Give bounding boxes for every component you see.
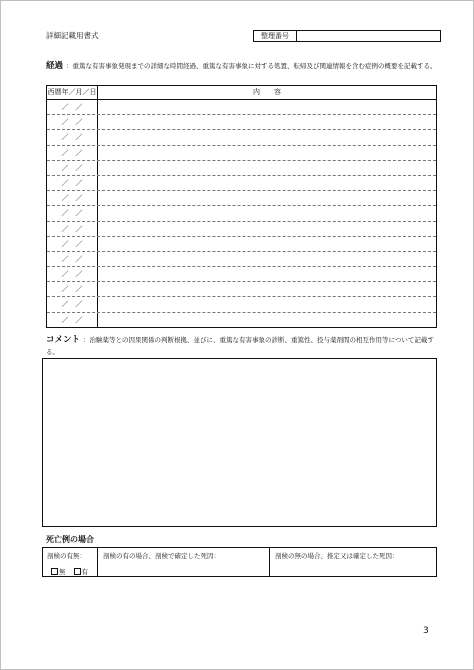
progress-row bbox=[47, 145, 436, 160]
progress-row bbox=[47, 221, 436, 236]
date-cell[interactable]: ／ ／ bbox=[47, 237, 98, 251]
date-cell[interactable]: ／ ／ bbox=[47, 115, 98, 129]
progress-row bbox=[47, 251, 436, 266]
progress-row bbox=[47, 281, 436, 296]
date-cell[interactable]: ／ ／ bbox=[47, 176, 98, 190]
content-cell[interactable] bbox=[98, 297, 436, 311]
content-cell[interactable] bbox=[98, 313, 436, 327]
content-cell[interactable] bbox=[98, 130, 436, 144]
date-cell[interactable]: ／ ／ bbox=[47, 252, 98, 266]
comment-description bbox=[46, 334, 438, 358]
progress-row bbox=[47, 160, 436, 175]
date-column-header: 西暦年／月／日 bbox=[47, 86, 98, 99]
content-cell[interactable] bbox=[98, 206, 436, 220]
death-case-table bbox=[42, 547, 437, 577]
form-label: 詳細記載用書式 bbox=[46, 31, 99, 40]
progress-row bbox=[47, 100, 436, 114]
content-column-header: 内 容 bbox=[253, 88, 281, 96]
date-cell[interactable]: ／ ／ bbox=[47, 146, 98, 160]
progress-row bbox=[47, 129, 436, 144]
progress-heading: 経過 bbox=[46, 61, 64, 71]
death-case-heading: 死亡例の場合 bbox=[46, 535, 94, 544]
progress-row bbox=[47, 114, 436, 129]
checkbox-icon[interactable] bbox=[74, 568, 81, 575]
progress-description bbox=[46, 60, 438, 72]
death-cause-no-autopsy-label: 剖検の無の場合、推定又は確定した死因： bbox=[275, 552, 399, 560]
progress-row bbox=[47, 236, 436, 251]
date-cell[interactable]: ／ ／ bbox=[47, 297, 98, 311]
date-cell[interactable]: ／ ／ bbox=[47, 222, 98, 236]
reference-number-field[interactable] bbox=[297, 31, 440, 41]
progress-instruction: ：重篤な有害事象発現までの詳細な時間経過、重篤な有害事象に対する処置、転帰及び関連情報を含む症例の概要を記載する。 bbox=[66, 62, 437, 70]
progress-row bbox=[47, 266, 436, 281]
reference-number-box bbox=[253, 30, 441, 42]
page-number: 3 bbox=[423, 626, 429, 636]
autopsy-cell bbox=[43, 548, 98, 576]
comment-box[interactable] bbox=[42, 358, 437, 527]
progress-table-header bbox=[47, 86, 436, 100]
date-cell[interactable]: ／ ／ bbox=[47, 100, 98, 114]
date-cell[interactable]: ／ ／ bbox=[47, 130, 98, 144]
content-cell[interactable] bbox=[98, 146, 436, 160]
death-cause-autopsy-label: 剖検の有の場合、剖検で確定した死因： bbox=[103, 552, 220, 560]
progress-row bbox=[47, 312, 436, 327]
content-cell[interactable] bbox=[98, 252, 436, 266]
progress-row bbox=[47, 190, 436, 205]
progress-row bbox=[47, 296, 436, 311]
progress-row bbox=[47, 175, 436, 190]
autopsy-no-option[interactable]: 無 bbox=[51, 567, 66, 576]
date-cell[interactable]: ／ ／ bbox=[47, 267, 98, 281]
checkbox-icon[interactable] bbox=[51, 568, 58, 575]
content-cell[interactable] bbox=[98, 100, 436, 114]
progress-row bbox=[47, 205, 436, 220]
comment-instruction: ：治験薬等との因果関係の判断根拠、並びに、重篤な有害事象の診断、重篤性、投与薬剤間の相互作用等について記載する。 bbox=[46, 336, 434, 356]
date-cell[interactable]: ／ ／ bbox=[47, 282, 98, 296]
reference-number-label: 整理番号 bbox=[254, 31, 297, 41]
progress-table bbox=[46, 85, 437, 328]
content-cell[interactable] bbox=[98, 222, 436, 236]
date-cell[interactable]: ／ ／ bbox=[47, 161, 98, 175]
autopsy-label: 剖検の有無： bbox=[47, 552, 86, 560]
date-cell[interactable]: ／ ／ bbox=[47, 191, 98, 205]
content-cell[interactable] bbox=[98, 115, 436, 129]
content-cell[interactable] bbox=[98, 282, 436, 296]
content-cell[interactable] bbox=[98, 267, 436, 281]
date-cell[interactable]: ／ ／ bbox=[47, 206, 98, 220]
autopsy-yes-option[interactable]: 有 bbox=[74, 567, 89, 576]
content-cell[interactable] bbox=[98, 176, 436, 190]
content-cell[interactable] bbox=[98, 237, 436, 251]
comment-heading: コメント bbox=[46, 335, 81, 345]
death-cause-no-autopsy-cell[interactable] bbox=[270, 548, 436, 576]
date-cell[interactable]: ／ ／ bbox=[47, 313, 98, 327]
content-cell[interactable] bbox=[98, 191, 436, 205]
content-cell[interactable] bbox=[98, 161, 436, 175]
death-cause-autopsy-cell[interactable] bbox=[98, 548, 270, 576]
